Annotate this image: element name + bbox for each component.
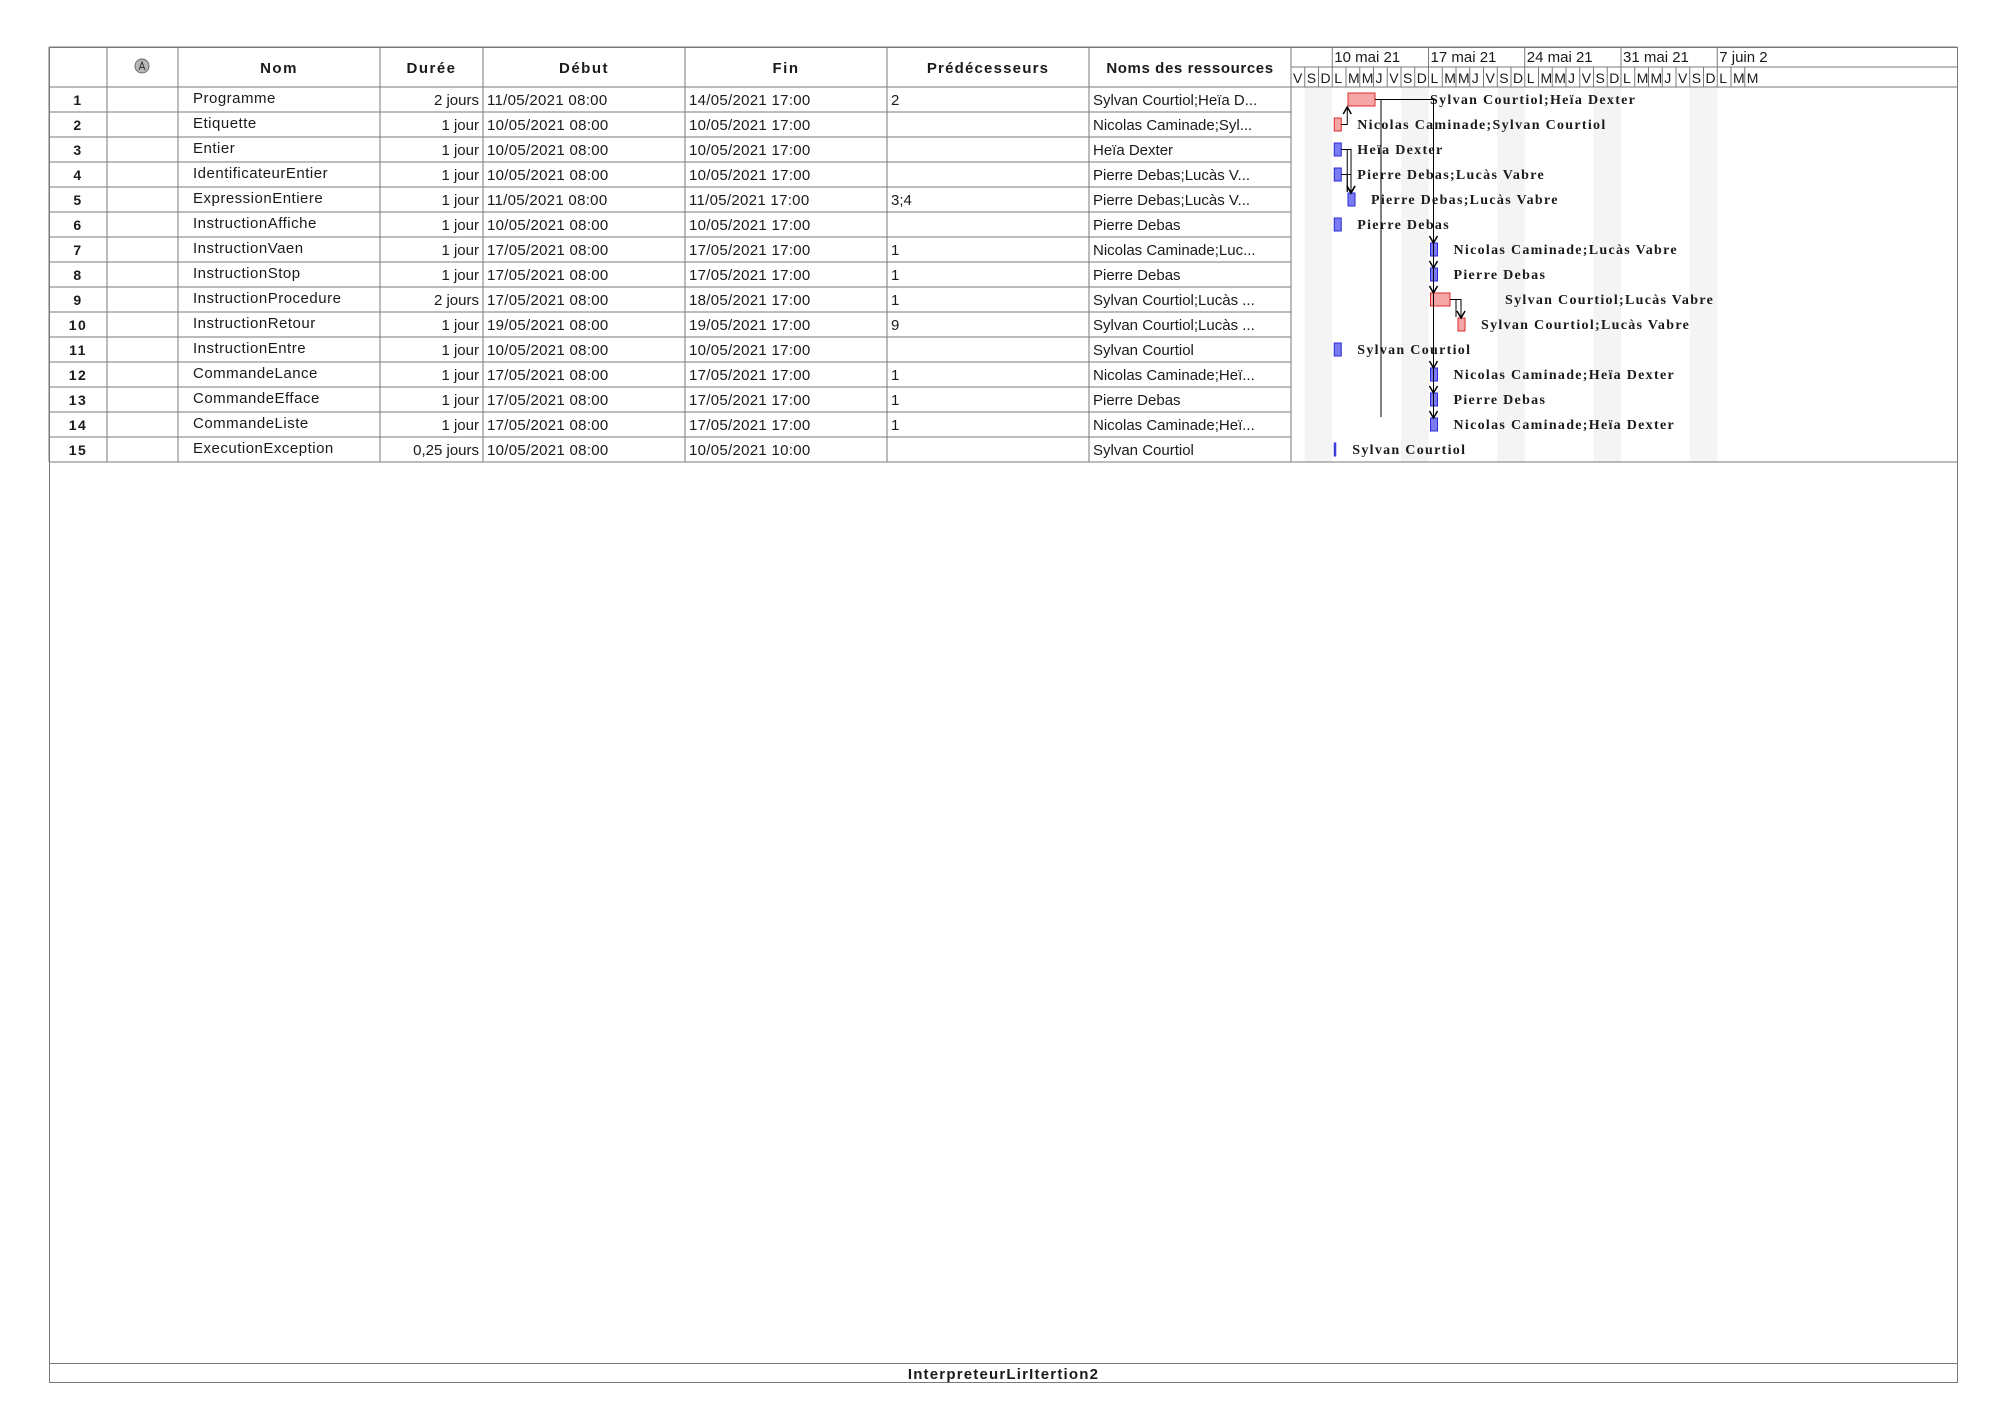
task-name: InstructionStop bbox=[193, 265, 301, 282]
task-bar[interactable] bbox=[1334, 343, 1341, 356]
dependency-line bbox=[1375, 100, 1381, 368]
task-name: ExpressionEntiere bbox=[193, 190, 324, 207]
task-finish: 17/05/2021 17:00 bbox=[689, 392, 811, 409]
column-header-start: Début bbox=[559, 60, 609, 77]
task-finish: 10/05/2021 17:00 bbox=[689, 142, 811, 159]
bar-resource-label: Nicolas Caminade;Heïa Dexter bbox=[1453, 368, 1675, 383]
task-name: InstructionAffiche bbox=[193, 215, 317, 232]
task-resources: Sylvan Courtiol;Heïa D... bbox=[1093, 92, 1258, 109]
task-resources: Pierre Debas;Lucàs V... bbox=[1093, 167, 1251, 184]
task-start: 17/05/2021 08:00 bbox=[487, 267, 609, 284]
task-duration: 1 jour bbox=[441, 167, 479, 184]
task-duration: 1 jour bbox=[441, 317, 479, 334]
task-id: 13 bbox=[68, 392, 88, 408]
task-bar[interactable] bbox=[1334, 168, 1341, 181]
task-id: 14 bbox=[68, 417, 88, 433]
task-bar[interactable] bbox=[1334, 118, 1341, 131]
task-duration: 1 jour bbox=[441, 342, 479, 359]
bar-resource-label: Pierre Debas bbox=[1453, 393, 1547, 408]
task-start: 19/05/2021 08:00 bbox=[487, 317, 609, 334]
day-label: V bbox=[1293, 70, 1303, 86]
task-id: 7 bbox=[73, 242, 83, 258]
task-predecessors: 1 bbox=[891, 267, 900, 284]
task-start: 17/05/2021 08:00 bbox=[487, 242, 609, 259]
task-id: 6 bbox=[73, 217, 83, 233]
task-start: 17/05/2021 08:00 bbox=[487, 367, 609, 384]
task-finish: 11/05/2021 17:00 bbox=[689, 192, 810, 209]
day-label: D bbox=[1513, 70, 1524, 86]
task-predecessors: 1 bbox=[891, 392, 900, 409]
day-label: M bbox=[1540, 70, 1553, 86]
task-finish: 17/05/2021 17:00 bbox=[689, 417, 811, 434]
weekend-shade bbox=[1704, 87, 1718, 462]
bar-resource-label: Pierre Debas bbox=[1453, 268, 1547, 283]
day-label: M bbox=[1554, 70, 1566, 86]
bar-resource-label: Nicolas Caminade;Lucàs Vabre bbox=[1453, 243, 1678, 258]
day-label: D bbox=[1609, 70, 1620, 86]
week-label: 24 mai 21 bbox=[1526, 49, 1593, 66]
weekend-shade bbox=[1607, 87, 1621, 462]
week-label: 10 mai 21 bbox=[1334, 49, 1401, 66]
task-duration: 1 jour bbox=[441, 392, 479, 409]
task-name: Entier bbox=[193, 140, 236, 157]
bar-resource-label: Nicolas Caminade;Heïa Dexter bbox=[1453, 418, 1675, 433]
day-label: M bbox=[1444, 70, 1456, 86]
task-name: CommandeListe bbox=[193, 415, 309, 432]
day-label: J bbox=[1375, 70, 1383, 86]
task-resources: Pierre Debas bbox=[1093, 217, 1181, 234]
week-label: 7 juin 2 bbox=[1719, 49, 1768, 66]
task-id: 15 bbox=[68, 442, 88, 458]
task-predecessors: 1 bbox=[891, 292, 900, 309]
day-label: V bbox=[1485, 70, 1495, 86]
day-label: L bbox=[1526, 70, 1535, 86]
task-finish: 17/05/2021 17:00 bbox=[689, 267, 811, 284]
task-start: 17/05/2021 08:00 bbox=[487, 392, 609, 409]
task-name: InstructionVaen bbox=[193, 240, 304, 257]
task-resources: Sylvan Courtiol;Lucàs ... bbox=[1093, 292, 1255, 309]
day-label: M bbox=[1348, 70, 1360, 86]
task-bar[interactable] bbox=[1334, 218, 1341, 231]
day-label: V bbox=[1678, 70, 1688, 86]
weekend-shade bbox=[1594, 87, 1608, 462]
weekend-shade bbox=[1690, 87, 1704, 462]
day-label: M bbox=[1650, 70, 1663, 86]
day-label: L bbox=[1334, 70, 1343, 86]
task-resources: Nicolas Caminade;Luc... bbox=[1093, 242, 1256, 259]
bar-resource-label: Heïa Dexter bbox=[1357, 143, 1444, 158]
task-predecessors: 9 bbox=[891, 317, 900, 334]
task-name: InstructionProcedure bbox=[193, 290, 342, 307]
task-id: 1 bbox=[73, 92, 83, 108]
day-label: S bbox=[1691, 70, 1702, 86]
task-resources: Pierre Debas;Lucàs V... bbox=[1093, 192, 1251, 209]
task-resources: Nicolas Caminade;Heï... bbox=[1093, 367, 1255, 384]
task-id: 11 bbox=[69, 342, 87, 358]
task-duration: 0,25 jours bbox=[413, 442, 479, 459]
dependency-line bbox=[1347, 150, 1351, 193]
task-resources: Nicolas Caminade;Heï... bbox=[1093, 417, 1255, 434]
column-header-duration: Durée bbox=[406, 60, 457, 77]
task-finish: 10/05/2021 17:00 bbox=[689, 117, 811, 134]
task-resources: Sylvan Courtiol bbox=[1093, 442, 1194, 459]
task-id: 3 bbox=[73, 142, 83, 158]
bar-resource-label: Sylvan Courtiol;Heïa Dexter bbox=[1430, 93, 1637, 108]
task-start: 17/05/2021 08:00 bbox=[487, 417, 609, 434]
day-label: S bbox=[1595, 70, 1605, 86]
task-duration: 1 jour bbox=[441, 242, 479, 259]
task-predecessors: 1 bbox=[891, 242, 900, 259]
task-resources: Pierre Debas bbox=[1093, 392, 1181, 409]
column-header-finish: Fin bbox=[772, 60, 800, 77]
dependency-line bbox=[1450, 300, 1456, 318]
day-label: M bbox=[1746, 70, 1759, 86]
week-label: 17 mai 21 bbox=[1430, 49, 1497, 66]
task-bar[interactable] bbox=[1334, 143, 1341, 156]
task-start: 17/05/2021 08:00 bbox=[487, 292, 609, 309]
task-finish: 18/05/2021 17:00 bbox=[689, 292, 811, 309]
weekend-shade bbox=[1305, 87, 1319, 462]
task-id: 9 bbox=[73, 292, 83, 308]
dependency-line bbox=[1341, 108, 1347, 125]
task-predecessors: 1 bbox=[891, 367, 900, 384]
task-name: IdentificateurEntier bbox=[193, 165, 329, 182]
task-start: 10/05/2021 08:00 bbox=[487, 117, 609, 134]
task-resources: Pierre Debas bbox=[1093, 267, 1181, 284]
day-label: V bbox=[1389, 70, 1399, 86]
task-name: ExecutionException bbox=[193, 440, 334, 457]
task-start: 11/05/2021 08:00 bbox=[487, 192, 608, 209]
bar-resource-label: Pierre Debas;Lucàs Vabre bbox=[1371, 193, 1559, 208]
dependency-line bbox=[1341, 175, 1347, 193]
task-finish: 10/05/2021 17:00 bbox=[689, 167, 811, 184]
task-predecessors: 3;4 bbox=[891, 192, 912, 209]
task-bar[interactable] bbox=[1334, 443, 1336, 456]
task-finish: 17/05/2021 17:00 bbox=[689, 367, 811, 384]
task-name: Programme bbox=[193, 90, 276, 107]
day-label: J bbox=[1471, 70, 1479, 86]
day-label: D bbox=[1416, 70, 1427, 86]
task-name: InstructionRetour bbox=[193, 315, 316, 332]
task-bar[interactable] bbox=[1348, 93, 1375, 106]
bar-resource-label: Nicolas Caminade;Sylvan Courtiol bbox=[1357, 118, 1607, 133]
task-start: 10/05/2021 08:00 bbox=[487, 142, 609, 159]
task-name: CommandeLance bbox=[193, 365, 318, 382]
task-name: Etiquette bbox=[193, 115, 257, 132]
task-start: 10/05/2021 08:00 bbox=[487, 342, 609, 359]
footer-divider bbox=[50, 1363, 1957, 1364]
day-label: M bbox=[1636, 70, 1649, 86]
task-finish: 10/05/2021 17:00 bbox=[689, 217, 811, 234]
day-label: S bbox=[1403, 70, 1413, 86]
task-duration: 1 jour bbox=[441, 192, 479, 209]
day-label: D bbox=[1705, 70, 1716, 86]
project-title: InterpreteurLirItertion2 bbox=[907, 1366, 1100, 1383]
bar-resource-label: Sylvan Courtiol bbox=[1352, 443, 1467, 458]
task-duration: 1 jour bbox=[441, 417, 479, 434]
day-label: M bbox=[1361, 70, 1374, 86]
task-bar[interactable] bbox=[1431, 418, 1438, 431]
task-duration: 1 jour bbox=[441, 367, 479, 384]
day-label: D bbox=[1320, 70, 1331, 86]
task-resources: Nicolas Caminade;Syl... bbox=[1093, 117, 1253, 134]
bar-resource-label: Sylvan Courtiol;Lucàs Vabre bbox=[1505, 293, 1715, 308]
column-header-name: Nom bbox=[260, 60, 298, 77]
task-id: 4 bbox=[73, 167, 83, 183]
task-duration: 1 jour bbox=[441, 117, 479, 134]
task-start: 10/05/2021 08:00 bbox=[487, 442, 609, 459]
day-label: L bbox=[1430, 70, 1439, 86]
bar-resource-label: Pierre Debas;Lucàs Vabre bbox=[1357, 168, 1546, 183]
day-label: S bbox=[1306, 70, 1317, 86]
task-resources: Sylvan Courtiol bbox=[1093, 342, 1194, 359]
task-resources: Heïa Dexter bbox=[1093, 142, 1174, 159]
task-duration: 1 jour bbox=[441, 267, 479, 284]
task-name: InstructionEntre bbox=[193, 340, 307, 357]
task-predecessors: 1 bbox=[891, 417, 900, 434]
task-id: 12 bbox=[68, 367, 88, 383]
weekend-shade bbox=[1319, 87, 1333, 462]
task-duration: 1 jour bbox=[441, 142, 479, 159]
task-duration: 2 jours bbox=[433, 92, 479, 109]
task-id: 10 bbox=[68, 317, 88, 333]
day-label: J bbox=[1664, 70, 1672, 86]
day-label: V bbox=[1581, 70, 1592, 86]
week-label: 31 mai 21 bbox=[1623, 49, 1689, 66]
task-duration: 2 jours bbox=[433, 292, 479, 309]
bar-resource-label: Sylvan Courtiol bbox=[1357, 343, 1472, 358]
task-resources: Sylvan Courtiol;Lucàs ... bbox=[1093, 317, 1255, 334]
bar-resource-label: Pierre Debas bbox=[1357, 218, 1450, 233]
task-finish: 10/05/2021 17:00 bbox=[689, 342, 811, 359]
dependency-line bbox=[1341, 150, 1347, 193]
task-id: 5 bbox=[73, 192, 83, 208]
gantt-chart bbox=[0, 0, 2000, 470]
day-label: S bbox=[1499, 70, 1509, 86]
day-label: J bbox=[1568, 70, 1575, 86]
task-finish: 10/05/2021 10:00 bbox=[689, 442, 811, 459]
task-start: 10/05/2021 08:00 bbox=[487, 167, 609, 184]
task-id: 2 bbox=[73, 117, 83, 133]
task-predecessors: 2 bbox=[891, 92, 900, 109]
column-header-resources: Noms des ressources bbox=[1106, 60, 1274, 77]
task-bar[interactable] bbox=[1348, 193, 1355, 206]
task-start: 10/05/2021 08:00 bbox=[487, 217, 609, 234]
column-header-predecessors: Prédécesseurs bbox=[926, 60, 1050, 77]
task-duration: 1 jour bbox=[441, 217, 479, 234]
task-finish: 14/05/2021 17:00 bbox=[689, 92, 811, 109]
task-start: 11/05/2021 08:00 bbox=[487, 92, 608, 109]
task-bar[interactable] bbox=[1458, 318, 1465, 331]
task-name: CommandeEfface bbox=[193, 390, 320, 407]
task-id: 8 bbox=[73, 267, 83, 283]
day-label: L bbox=[1623, 70, 1631, 86]
day-label: M bbox=[1458, 70, 1470, 86]
task-finish: 17/05/2021 17:00 bbox=[689, 242, 811, 259]
task-finish: 19/05/2021 17:00 bbox=[689, 317, 811, 334]
day-label: M bbox=[1733, 70, 1745, 86]
bar-resource-label: Sylvan Courtiol;Lucàs Vabre bbox=[1481, 318, 1691, 333]
day-label: L bbox=[1719, 70, 1728, 86]
